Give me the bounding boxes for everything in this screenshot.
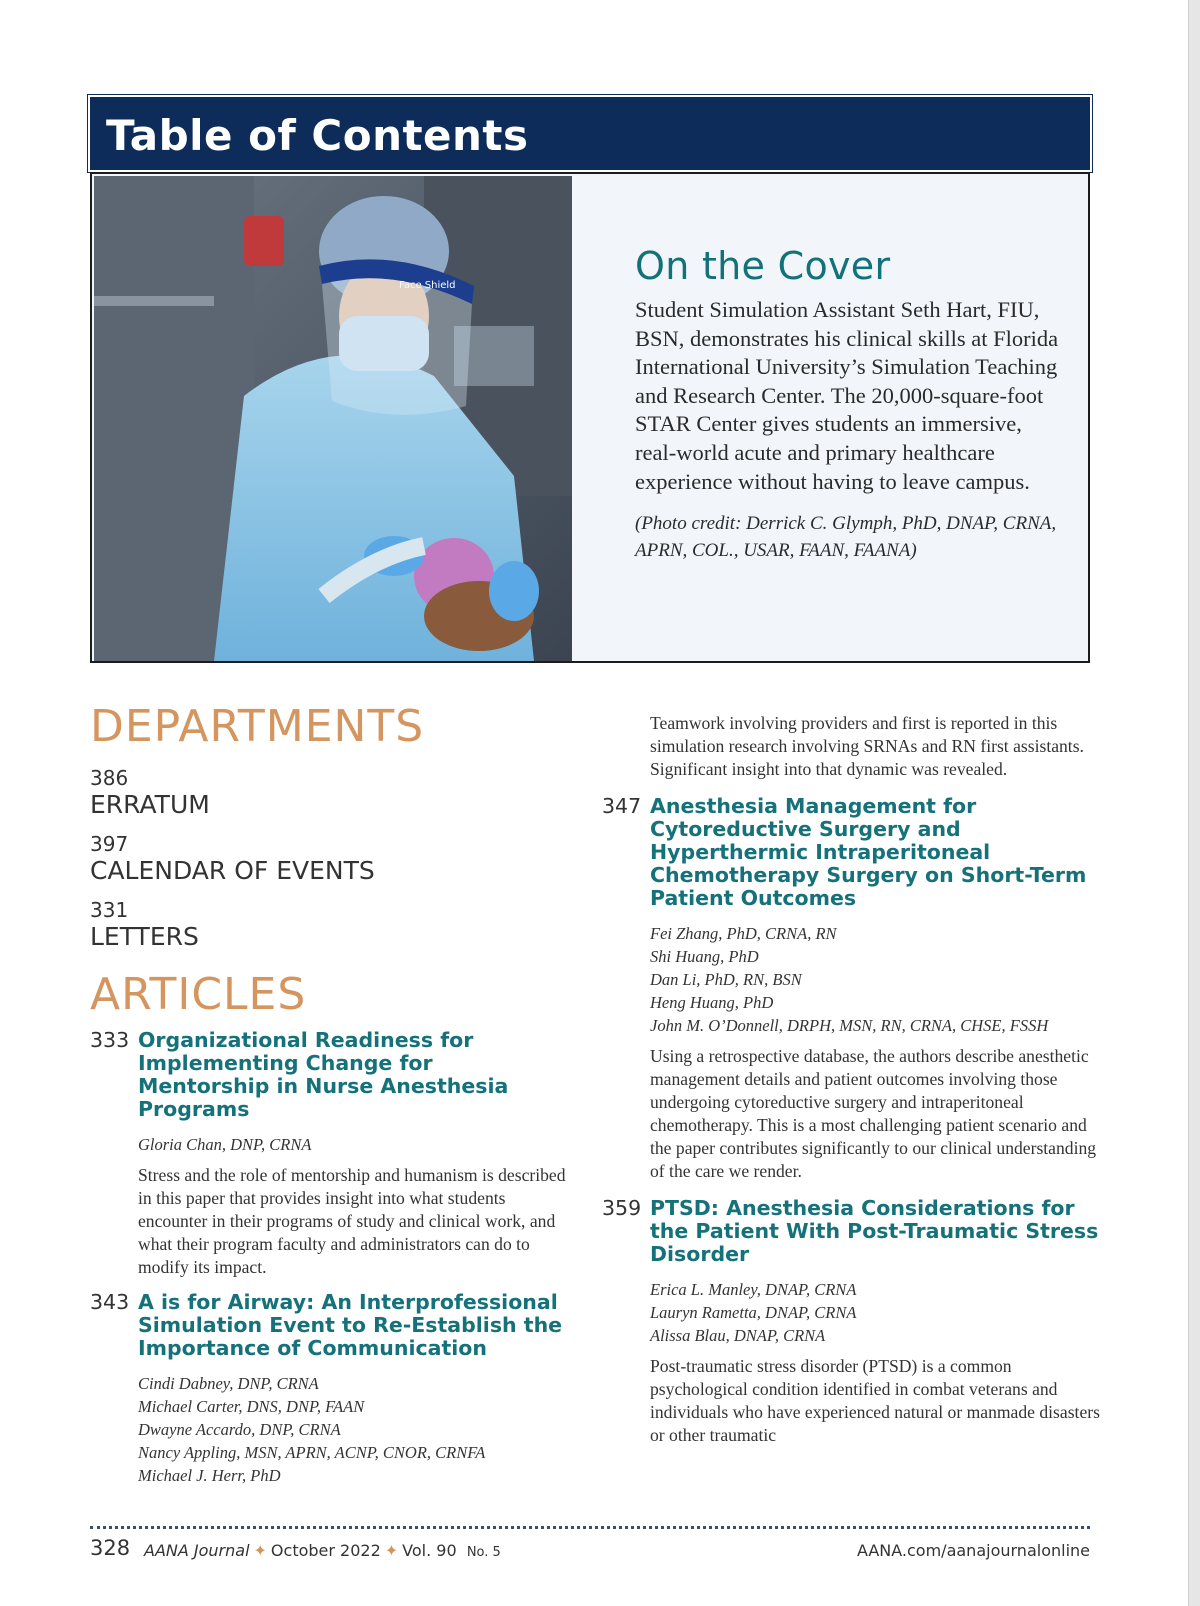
- page-edge: [1188, 0, 1200, 1606]
- department-page: 397: [90, 832, 129, 856]
- right-column: [602, 712, 1102, 1447]
- author: Gloria Chan, DNP, CRNA: [138, 1135, 312, 1154]
- author: Dan Li, PhD, RN, BSN: [650, 970, 802, 989]
- article-summary: Stress and the role of mentorship and humanism is described in this paper that provides insight into what students encounter in their programs of study and clinical work, and what their program faculty and administrators can do to modify its impact.: [138, 1165, 566, 1277]
- article-authors: [650, 922, 1102, 1037]
- article-entry[interactable]: [602, 1197, 1102, 1447]
- author: Dwayne Accardo, DNP, CRNA: [138, 1420, 341, 1439]
- author: Lauryn Rametta, DNAP, CRNA: [650, 1303, 857, 1322]
- cover-title: On the Cover: [635, 244, 891, 288]
- article-title[interactable]: Anesthesia Management for Cytoreductive Surgery and Hyperthermic Intraperitoneal Chemotherapy Surgery on Short-Term Patient Outcomes: [650, 794, 1087, 910]
- author: Alissa Blau, DNAP, CRNA: [650, 1326, 826, 1345]
- departments-heading: DEPARTMENTS: [90, 701, 425, 752]
- article-entry[interactable]: [90, 1029, 570, 1279]
- shield-label: Face Shield: [399, 280, 456, 291]
- cover-credit: (Photo credit: Derrick C. Glymph, PhD, DNAP, CRNA, APRN, COL., USAR, FAAN, FAANA): [635, 513, 1057, 562]
- cover-photo: [94, 176, 572, 661]
- footer-issue: No. 5: [466, 1545, 501, 1560]
- departments-list: [90, 767, 570, 953]
- article-title[interactable]: Organizational Readiness for Implementing Change for Mentorship in Nurse Anesthesia Programs: [138, 1028, 509, 1121]
- footer-divider: [90, 1526, 1090, 1529]
- page-footer: [90, 1536, 1090, 1566]
- cover-text: [635, 244, 1065, 564]
- footer-journal: [144, 1541, 501, 1560]
- article-summary: Post-traumatic stress disorder (PTSD) is a common psychological condition identified in combat veterans and individuals who have experienced natural or manmade disasters or other traumatic: [650, 1356, 1100, 1445]
- left-column: [90, 701, 570, 1487]
- article-entry[interactable]: [90, 1291, 570, 1487]
- author: Cindi Dabney, DNP, CRNA: [138, 1374, 319, 1393]
- diamond-icon: ✦: [253, 1541, 267, 1560]
- page-title: Table of Contents: [106, 111, 529, 160]
- article-authors: [138, 1372, 570, 1487]
- article-page: 347: [602, 794, 642, 818]
- cover-body: Student Simulation Assistant Seth Hart, FIU, BSN, demonstrates his clinical skills at Florida International University’s Simulation Teaching and Research Center. The 20,000-square-foot STAR Center gives students an immersive, real-world acute and primary healthcare experience without having to leave campus.: [635, 297, 1059, 494]
- department-item[interactable]: [90, 767, 570, 821]
- author: Erica L. Manley, DNAP, CRNA: [650, 1280, 857, 1299]
- article-page: 343: [90, 1290, 130, 1314]
- article-summary: Using a retrospective database, the authors describe anesthetic management details and patient outcomes involving those undergoing cytoreductive surgery and intraperitoneal chemotherapy. This is a most challenging patient scenario and the paper contributes significantly to our clinical understanding of the care we render.: [650, 1046, 1097, 1181]
- article-page: 333: [90, 1028, 130, 1052]
- department-name: LETTERS: [90, 922, 199, 951]
- author: John M. O’Donnell, DRPH, MSN, RN, CRNA, CHSE, FSSH: [650, 1016, 1049, 1035]
- department-item[interactable]: [90, 899, 570, 953]
- department-name: CALENDAR OF EVENTS: [90, 856, 375, 885]
- author: Shi Huang, PhD: [650, 947, 759, 966]
- department-name: ERRATUM: [90, 790, 210, 819]
- article-entry[interactable]: [602, 795, 1102, 1183]
- diamond-icon: ✦: [384, 1541, 399, 1560]
- department-page: 331: [90, 898, 129, 922]
- articles-heading: ARTICLES: [90, 969, 307, 1020]
- footer-page-number: 328: [90, 1536, 131, 1560]
- article-page: 359: [602, 1196, 642, 1220]
- article-summary-continued-wrap: [602, 712, 1102, 781]
- article-authors: [650, 1278, 1102, 1347]
- footer-journal-name: AANA Journal: [144, 1541, 250, 1560]
- article-title[interactable]: A is for Airway: An Interprofessional Simulation Event to Re-Establish the Importance of Communication: [138, 1290, 563, 1360]
- footer-url[interactable]: AANA.com/aanajournalonline: [856, 1541, 1090, 1560]
- article-authors: [138, 1133, 570, 1156]
- department-item[interactable]: [90, 833, 570, 887]
- author: Michael J. Herr, PhD: [138, 1466, 281, 1485]
- author: Nancy Appling, MSN, APRN, ACNP, CNOR, CRNFA: [138, 1443, 486, 1462]
- cover-box: [90, 172, 1090, 663]
- author: Michael Carter, DNS, DNP, FAAN: [138, 1397, 365, 1416]
- author: Fei Zhang, PhD, CRNA, RN: [650, 924, 837, 943]
- footer-volume: Vol. 90: [402, 1541, 457, 1560]
- article-summary-continued: Teamwork involving providers and first is reported in this simulation research involving SRNAs and RN first assistants. Significant insight into that dynamic was revealed.: [650, 713, 1084, 779]
- article-title[interactable]: PTSD: Anesthesia Considerations for the Patient With Post-Traumatic Stress Disorder: [650, 1196, 1099, 1266]
- author: Heng Huang, PhD: [650, 993, 774, 1012]
- toc-header: [90, 97, 1090, 170]
- footer-date: October 2022: [270, 1541, 381, 1560]
- department-page: 386: [90, 766, 129, 790]
